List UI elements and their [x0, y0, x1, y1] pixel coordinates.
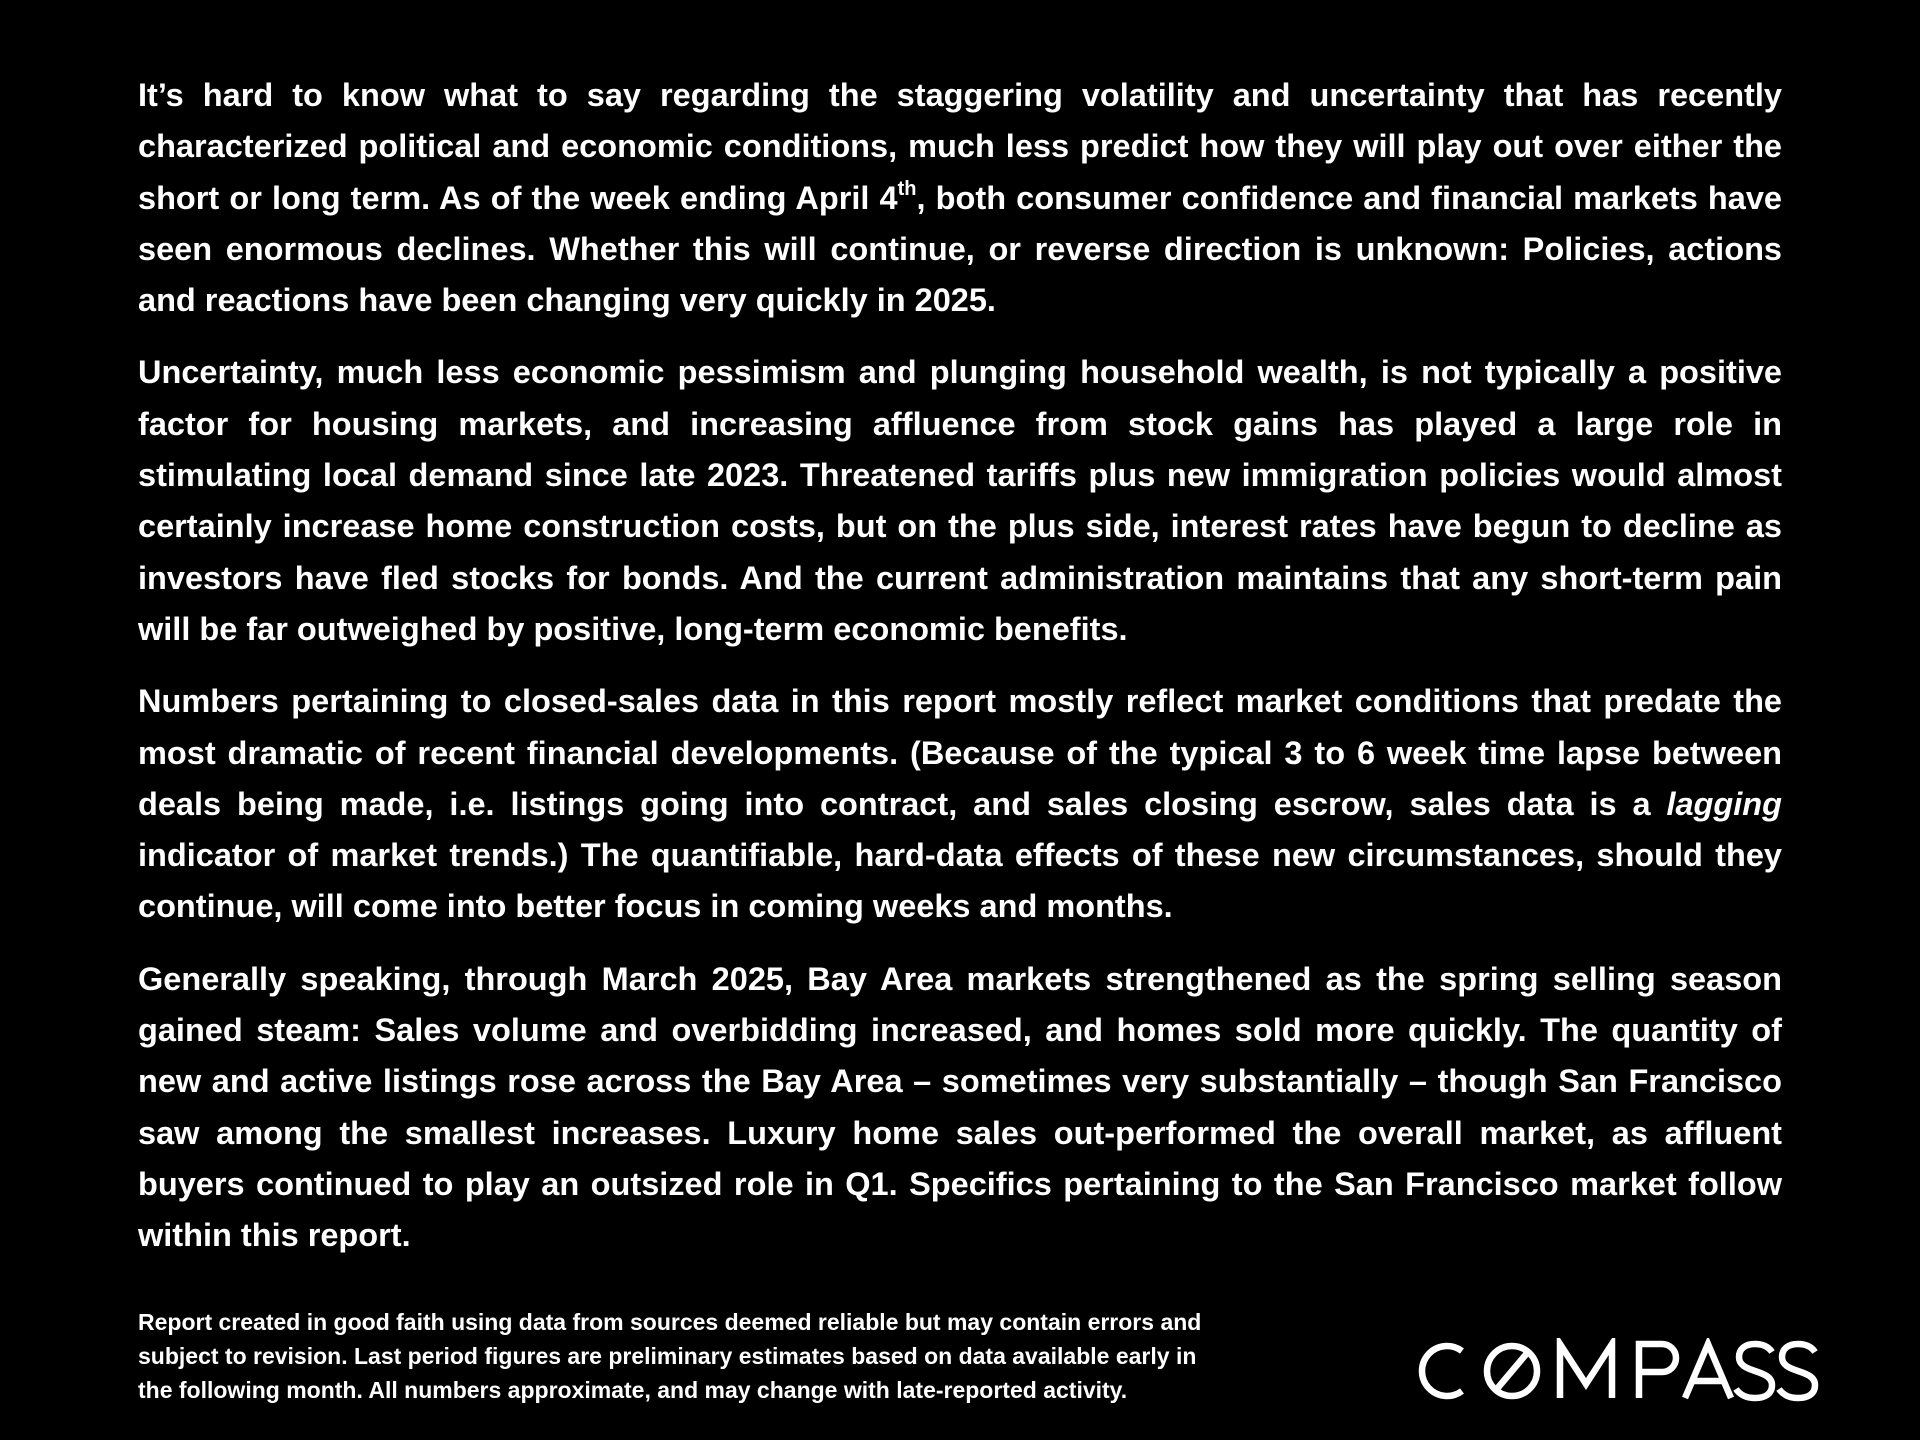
paragraph-text: It’s hard to know what to say regarding the staggering volatility and uncertainty that has recently characterized political and economic conditions, much less predict how they will play out over either the short or long term. As of the week ending April 4 — [138, 77, 1782, 216]
paragraph-bay-area-summary — [138, 954, 1782, 1262]
disclaimer — [138, 1305, 1338, 1407]
emphasis-lagging: lagging — [1666, 785, 1782, 822]
disclaimer-line: subject to revision. Last period figures are preliminary estimates based on data available early in — [138, 1343, 1197, 1369]
disclaimer-line: the following month. All numbers approximate, and may change with late-reported activity. — [138, 1377, 1128, 1403]
compass-logo-icon — [1414, 1338, 1820, 1404]
commentary-body — [138, 70, 1782, 1283]
paragraph-housing-factors — [138, 347, 1782, 655]
ordinal-superscript: th — [897, 177, 917, 200]
paragraph-text: Uncertainty, much less economic pessimism and plunging household wealth, is not typically a positive factor for housing markets, and increasing affluence from stock gains has played a large role in stimulating local demand since late 2023. Threatened tariffs plus new immigration policies would almost certainly increase home construction costs, but on the plus side, interest rates have begun to decline as investors have fled stocks for bonds. And the current administration maintains that any short-term pain will be far outweighed by positive, long-term economic benefits. — [138, 354, 1782, 647]
paragraph-text: indicator of market trends.) The quantifiable, hard-data effects of these new circumstances, should they continue, will come into better focus in coming weeks and months. — [138, 837, 1782, 925]
paragraph-text: , both consumer confidence and financial markets have seen enormous declines. Whether this will continue, or reverse direction is unknown: Policies, actions and reactions have been changing very quickly in 2025. — [138, 179, 1782, 319]
paragraph-closed-sales-data — [138, 676, 1782, 932]
paragraph-text: Numbers pertaining to closed-sales data in this report mostly reflect market conditions that predate the most dramatic of recent financial developments. (Because of the typical 3 to 6 week time lapse between deals being made, i.e. listings going into contract, and sales closing escrow, sales data is a — [138, 683, 1782, 822]
paragraph-market-volatility — [138, 70, 1782, 326]
paragraph-text: Generally speaking, through March 2025, Bay Area markets strengthened as the spring selling season gained steam: Sales volume and overbidding increased, and homes sold more quickly. The quantity of new and active listings rose across the Bay Area – sometimes very substantially – though San Francisco saw among the smallest increases. Luxury home sales out-performed the overall market, as affluent buyers continued to play an outsized role in Q1. Specifics pertaining to the San Francisco market follow within this report. — [138, 960, 1782, 1254]
disclaimer-line: Report created in good faith using data from sources deemed reliable but may contain errors and — [138, 1309, 1202, 1335]
